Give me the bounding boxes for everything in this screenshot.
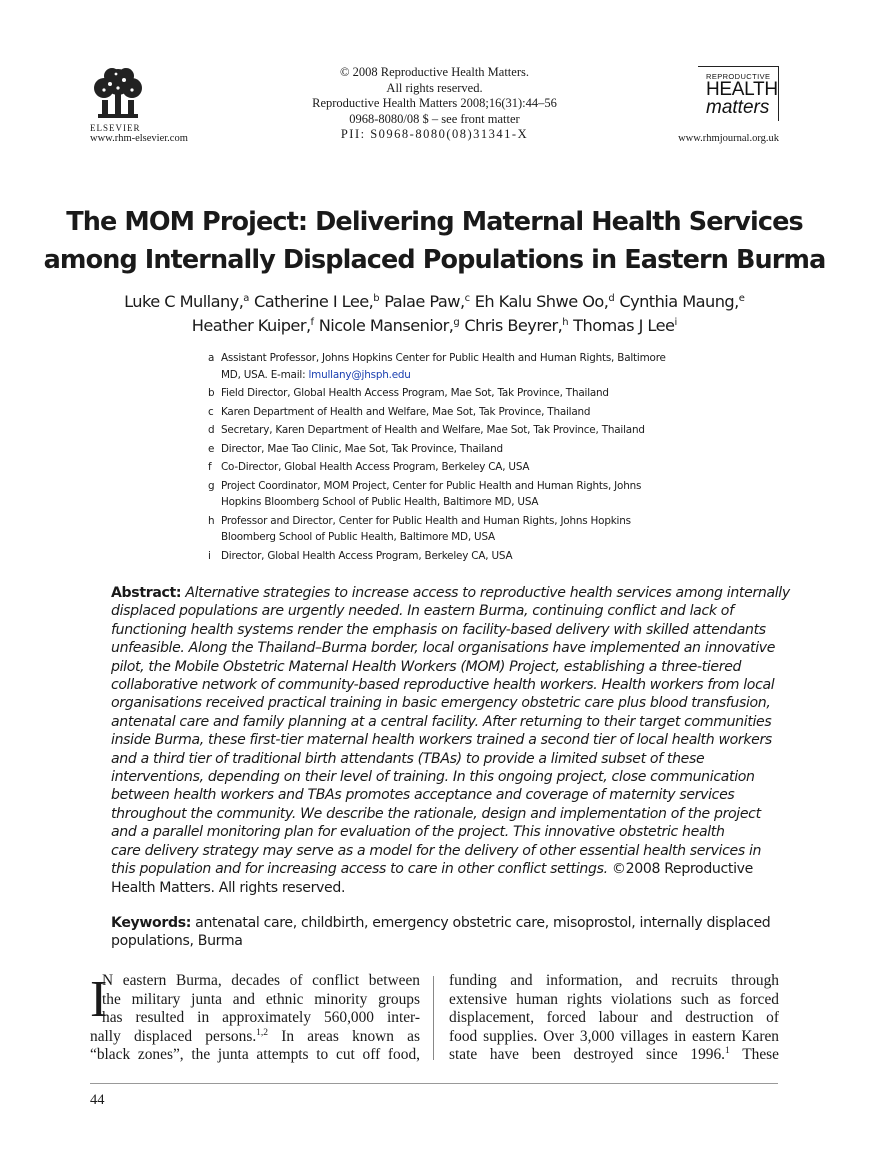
email-link[interactable]: lmullany@jhsph.edu — [308, 368, 411, 381]
author-name: Thomas J Lee — [573, 316, 675, 335]
article-title — [0, 203, 869, 279]
page-number: 44 — [90, 1092, 105, 1108]
affiliation-text: Project Coordinator, MOM Project, Center for Public Health and Human Rights, Johns — [221, 479, 642, 492]
abstract-text: between health workers and TBAs promotes acceptance and coverage of maternity services — [111, 787, 735, 804]
author-name: Palae Paw, — [384, 292, 465, 311]
journal-logo-line2: HEALTH — [706, 79, 778, 100]
keywords-label: Keywords: — [111, 915, 192, 931]
affiliation-text: Karen Department of Health and Welfare, Mae Sot, Tak Province, Thailand — [221, 405, 591, 418]
keywords-text: populations, Burma — [111, 933, 243, 950]
keywords-line — [111, 914, 771, 932]
body-line — [449, 1046, 779, 1065]
publisher-name: ELSEVIER — [90, 123, 141, 133]
abstract-text: unfeasible. Along the Thailand–Burma border, local organisations have implemented an innovative — [111, 640, 776, 657]
affiliation-key: g — [208, 479, 215, 492]
abstract-text: collaborative network of community-based reproductive health workers. Health workers from local — [111, 677, 775, 694]
affiliation-text: Hopkins Bloomberg School of Public Health, Baltimore MD, USA — [221, 496, 539, 508]
affiliation-text: Director, Global Health Access Program, Berkeley CA, USA — [221, 549, 513, 562]
author-sup: e — [738, 293, 745, 304]
affiliation-key: e — [208, 442, 215, 455]
abstract-text: throughout the community. We describe the rationale, design and implementation of the project — [111, 805, 761, 822]
abstract-label: Abstract: — [111, 585, 182, 601]
abstract-text: care delivery strategy may serve as a model for the delivery of other essential health services in — [111, 842, 762, 859]
affiliation-text: Assistant Professor, Johns Hopkins Center for Public Health and Human Rights, Baltimore — [221, 352, 666, 364]
author-name: Heather Kuiper, — [191, 316, 311, 335]
affiliation-key: c — [208, 405, 214, 418]
body-text: state have been destroyed since 1996. — [449, 1046, 726, 1064]
abstract-text: antenatal care and family planning at a central facility. After returning to their target communities — [111, 713, 772, 730]
author-sup: h — [562, 317, 569, 328]
abstract-line — [111, 860, 771, 878]
affiliation-key: d — [208, 424, 215, 436]
abstract-text: and a third tier of traditional birth attendants (TBAs) to provide a limited subset of these — [111, 750, 705, 767]
affiliation-text: Professor and Director, Center for Public Health and Human Rights, Johns Hopkins — [221, 514, 631, 527]
body-text: These — [729, 1046, 779, 1064]
body-text: nally displaced persons. — [90, 1027, 257, 1045]
author-sup: c — [464, 293, 471, 304]
author-sup: g — [453, 317, 460, 328]
abstract-text: this population and for increasing access to care in other conflict settings. — [111, 861, 608, 878]
abstract-line — [111, 584, 790, 602]
author-sup: i — [674, 317, 678, 328]
affiliation-text: Secretary, Karen Department of Health and Welfare, Mae Sot, Tak Province, Thailand — [221, 424, 645, 436]
body-text: In areas known as — [268, 1027, 420, 1045]
affiliation-item — [208, 548, 668, 565]
citation-ref[interactable]: 1 — [725, 1046, 730, 1057]
author-line — [0, 290, 869, 314]
abstract-copyright: ©2008 Reproductive — [607, 861, 753, 878]
abstract-text: Alternative strategies to increase access to reproductive health services among internally — [185, 585, 790, 601]
affiliation-key: b — [208, 387, 215, 399]
affiliation-text: Co-Director, Global Health Access Program, Berkeley CA, USA — [221, 461, 530, 473]
journal-logo-line1: REPRODUCTIVE — [706, 72, 771, 81]
publisher-url[interactable]: www.rhm-elsevier.com — [90, 133, 188, 144]
affiliation-text — [221, 367, 668, 384]
affiliation-list — [208, 350, 668, 566]
affiliation-key: i — [208, 549, 211, 562]
author-sup: f — [310, 317, 315, 328]
affiliation-key: f — [208, 461, 212, 473]
affiliation-key: h — [208, 514, 215, 527]
journal-logo-line3: matters — [706, 97, 770, 118]
abstract-text: displaced populations are urgently needed. In eastern Burma, continuing conflict and lack of — [111, 603, 734, 620]
affiliation-text: Director, Mae Tao Clinic, Mae Sot, Tak Province, Thailand — [221, 442, 503, 455]
abstract-copyright: Health Matters. All rights reserved. — [111, 879, 346, 896]
affiliation-item — [208, 422, 668, 439]
body-column-right — [449, 972, 779, 1065]
keywords — [111, 914, 771, 951]
citation-line: Reproductive Health Matters 2008;16(31):44–56 — [312, 96, 557, 111]
abstract-text: inside Burma, these first-tier maternal health workers trained a second tier of local health workers — [111, 732, 772, 749]
abstract-text: functioning health systems render the emphasis on facility-based delivery with skilled attendants — [111, 621, 766, 638]
copyright-line: All rights reserved. — [386, 80, 483, 95]
author-sup: d — [608, 293, 615, 304]
affiliation-item — [208, 478, 668, 511]
author-sup: b — [373, 293, 380, 304]
affiliation-text: Bloomberg School of Public Health, Baltimore MD, USA — [221, 531, 495, 543]
abstract-text: and a parallel monitoring plan for evaluation of the project. This innovative obstetric health — [111, 824, 725, 841]
affiliation-text: MD, USA. E-mail: — [221, 368, 309, 381]
affiliation-item — [208, 459, 668, 476]
body-line: N eastern Burma, decades of conflict between — [102, 972, 420, 989]
author-name: Luke C Mullany, — [124, 292, 244, 311]
affiliation-item — [208, 404, 668, 421]
abstract-text: organisations received practical training in basic emergency obstetric care plus blood transfusion, — [111, 695, 771, 712]
drop-cap: I — [90, 971, 108, 1028]
affiliation-text: Field Director, Global Health Access Program, Mae Sot, Tak Province, Thailand — [221, 387, 609, 399]
body-line: food supplies. Over 3,000 villages in eastern Karen — [449, 1027, 779, 1045]
pii-line: PII: S0968-8080(08)31341-X — [340, 127, 529, 142]
author-name: Nicole Mansenior, — [318, 316, 454, 335]
author-name: Eh Kalu Shwe Oo, — [474, 292, 609, 311]
journal-logo — [706, 73, 778, 117]
title-line: The MOM Project: Delivering Maternal Health Services — [66, 207, 803, 237]
keywords-text: antenatal care, childbirth, emergency obstetric care, misoprostol, internally displaced — [191, 915, 771, 931]
body-line: displacement, forced labour and destruction of — [449, 1009, 779, 1027]
abstract — [111, 584, 790, 897]
affiliation-item — [208, 350, 668, 383]
body-line — [90, 1028, 420, 1047]
citation-ref[interactable]: 1,2 — [256, 1027, 269, 1038]
abstract-text: pilot, the Mobile Obstetric Maternal Health Workers (MOM) Project, establishing a three-tiered — [111, 658, 742, 675]
copyright-line: © 2008 Reproductive Health Matters. — [340, 65, 529, 79]
footer-rule — [90, 1083, 778, 1084]
body-column-left — [90, 972, 420, 1065]
body-line: extensive human rights violations such as forced — [449, 990, 779, 1008]
affiliation-key: a — [208, 352, 215, 364]
journal-url[interactable]: www.rhmjournal.org.uk — [678, 133, 779, 144]
column-divider — [433, 976, 434, 1060]
author-line — [0, 314, 869, 338]
affiliation-item — [208, 513, 668, 546]
author-list — [0, 290, 869, 338]
issn-line: 0968-8080/08 $ – see front matter — [349, 111, 520, 126]
body-line: funding and information, and recruits through — [449, 972, 779, 989]
affiliation-item — [208, 385, 668, 402]
abstract-text: interventions, depending on their level of training. In this ongoing project, close communication — [111, 769, 755, 786]
author-name: Catherine I Lee, — [254, 292, 374, 311]
title-line: among Internally Displaced Populations in Eastern Burma — [43, 245, 826, 275]
body-line: has resulted in approximately 560,000 inter- — [102, 1009, 420, 1027]
body-line: the military junta and ethnic minority groups — [102, 990, 420, 1008]
author-name: Cynthia Maung, — [619, 292, 739, 311]
affiliation-item — [208, 441, 668, 458]
body-line: “black zones”, the junta attempts to cut off food, — [90, 1046, 420, 1064]
author-sup: a — [243, 293, 250, 304]
author-name: Chris Beyrer, — [464, 316, 563, 335]
